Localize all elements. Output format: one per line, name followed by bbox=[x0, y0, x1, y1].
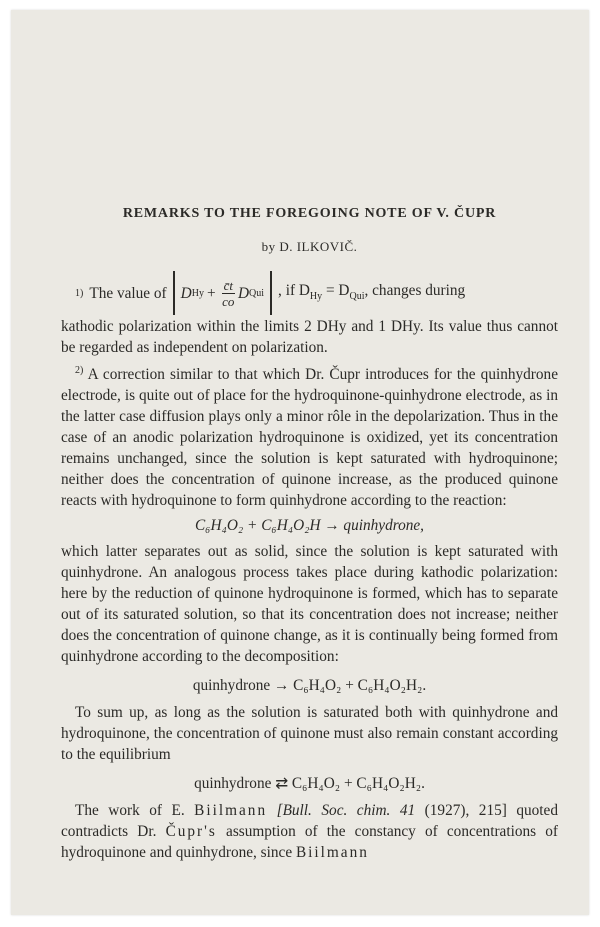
note-1-formula-line bbox=[61, 271, 558, 315]
note-2-para-4 bbox=[61, 800, 558, 863]
equation-3: quinhydrone ⇄ C₆H₄O₂ + C₆H₄O₂H₂. bbox=[194, 775, 425, 792]
equation-1: C₆H₄O₂ + C₆H₄O₂H → quinhydrone, bbox=[194, 517, 425, 534]
page-sheet bbox=[11, 10, 589, 915]
biilmann-name: Biilmann bbox=[194, 802, 268, 819]
cond-sub: Hy bbox=[309, 290, 323, 302]
para-4-a: The work of E. bbox=[75, 802, 195, 819]
footnote-mark-1: 1) bbox=[75, 287, 84, 299]
article-title: REMARKS TO THE FOREGOING NOTE OF V. ČUPR bbox=[122, 206, 497, 221]
plus-sign: + bbox=[206, 284, 216, 302]
footnote-mark-2: 2) bbox=[75, 365, 84, 376]
fraction-numerator: c̄t bbox=[223, 277, 233, 293]
equation-2: quinhydrone → C₆H₄O₂ + C₆H₄O₂H₂. bbox=[192, 677, 427, 694]
cond-eq-sub: Qui bbox=[349, 290, 365, 302]
note-2-para-2: which latter separates out as solid, since the solution is kept saturated with quinhydrone. An analogous process takes place during kathodic polarization: here by the reduction of quinone hydroquinone is formed, which has to separate out of its saturated solution, so that its concentration does not increase; neither does the concentration of quinone change, as it is continually being formed from quinhydrone according to the decomposition: bbox=[61, 543, 558, 665]
note-2-para-3: To sum up, as long as the solution is saturated both with quinhydrone and hydroquinone, the concentration of quinone must also remain constant according to the equilibrium bbox=[61, 704, 558, 763]
note-1-lead: The value of bbox=[89, 284, 167, 302]
ct-over-co-fraction bbox=[222, 278, 235, 309]
note-1-tail: , changes during bbox=[364, 281, 466, 299]
fraction-denominator: co bbox=[222, 293, 235, 309]
article-body bbox=[61, 203, 558, 863]
para-4-c: assumption of the constancy of concentrations of hydroquinone and quinhydrone, since bbox=[61, 823, 558, 861]
note-1-condition bbox=[278, 280, 465, 307]
cond-text: , if D bbox=[278, 281, 310, 299]
d-qui-subscript: Qui bbox=[249, 287, 265, 299]
cupr-name: Čupr's bbox=[165, 823, 217, 840]
note-2-para-1 bbox=[61, 360, 558, 511]
d-hy-symbol: D bbox=[180, 284, 192, 302]
journal-reference: [Bull. Soc. chim. 41 bbox=[267, 802, 416, 819]
biilmann-name-2: Biilmann bbox=[295, 844, 369, 861]
article-author: by D. ILKOVIČ. bbox=[261, 239, 358, 254]
d-hy-subscript: Hy bbox=[191, 287, 204, 299]
para-4-b: (1927), 215] quoted contradicts Dr. bbox=[61, 802, 558, 840]
cond-eq: = D bbox=[322, 281, 350, 299]
bracket-expression bbox=[173, 271, 272, 315]
note-1-rest: kathodic polarization within the limits 2 DHy and 1 DHy. Its value thus cannot be regarded as independent on polarization. bbox=[61, 318, 558, 356]
d-qui-symbol: D bbox=[237, 284, 250, 302]
note-2-para-1-text: A correction similar to that which Dr. Čupr introduces for the quinhydrone electrode, is quite out of place for the hydroquinone-quinhydrone electrode, as in the latter case diffusion plays only a minor rôle in the depolarization. Thus in the case of an anodic polarization hydroquinone is oxidized, yet its concentration remains unchanged, since the solution is kept saturated with hydroquinone; neither does the concentration of quinone increase, as the produced quinone reacts with hydroquinone to form quinhydrone according to the reaction: bbox=[61, 366, 558, 509]
